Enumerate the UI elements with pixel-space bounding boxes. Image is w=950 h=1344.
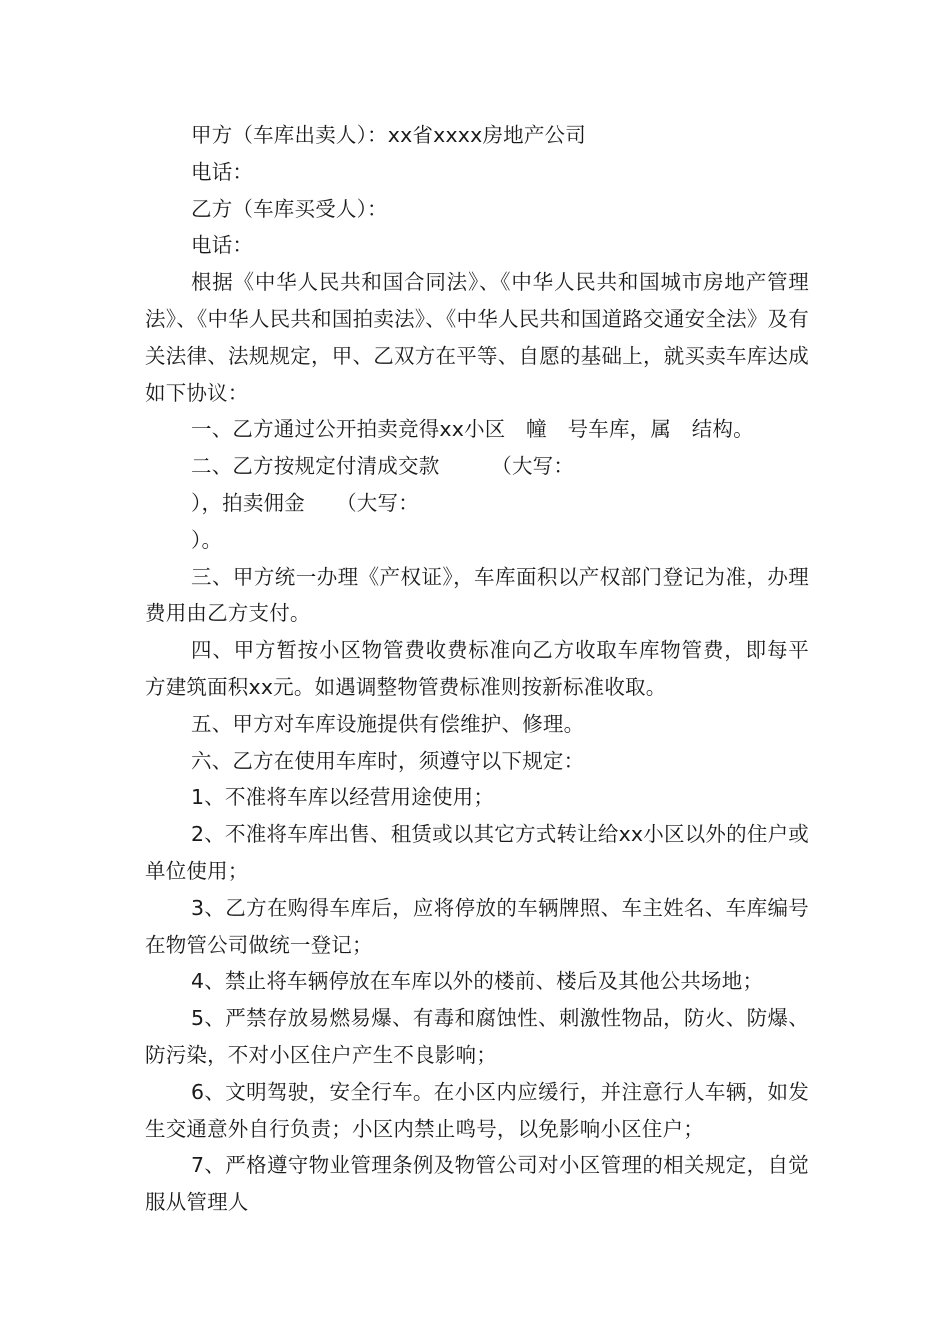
- clause-3: 三、甲方统一办理《产权证》，车库面积以产权部门登记为准，办理费用由乙方支付。: [145, 564, 809, 626]
- contract-body: [145, 117, 809, 1221]
- party-a-line: 甲方（车库出卖人）：xx省xxxx房地产公司: [191, 123, 586, 147]
- rule-6: 6、文明驾驶，安全行车。在小区内应缓行，并注意行人车辆，如发生交通意外自行负责；小区内禁止鸣号，以免影响小区住户；: [145, 1079, 809, 1141]
- party-a-phone: 电话：: [191, 159, 254, 184]
- rule-3: 3、乙方在购得车库后，应将停放的车辆牌照、车主姓名、车库编号在物管公司做统一登记；: [145, 895, 809, 957]
- rule-5: 5、严禁存放易燃易爆、有毒和腐蚀性、刺激性物品，防火、防爆、防污染，不对小区住户产生不良影响；: [145, 1006, 809, 1067]
- rule-2: 2、不准将车库出售、租赁或以其它方式转让给xx小区以外的住户或单位使用；: [145, 822, 809, 883]
- party-b-line: 乙方（车库买受人）：: [191, 196, 388, 221]
- rule-1: 1、不准将车库以经营用途使用；: [191, 785, 495, 810]
- clause-2-end: ）。: [191, 527, 223, 552]
- preamble-paragraph: 根据《中华人民共和国合同法》、《中华人民共和国城市房地产管理法》、《中华人民共和国拍卖法》、《中华人民共和国道路交通安全法》及有关法律、法规规定，甲、乙双方在平等、自愿的基础上，就买卖车库达成如下协议：: [145, 270, 809, 405]
- clause-6: 六、乙方在使用车库时，须遵守以下规定：: [191, 748, 585, 773]
- clause-1: 一、乙方通过公开拍卖竞得xx小区 幢 号车库，属 结构。: [191, 417, 754, 442]
- clause-4: 四、甲方暂按小区物管费收费标准向乙方收取车库物管费，即每平方建筑面积xx元。如遇调整物管费标准则按新标准收取。: [145, 638, 809, 699]
- rule-4: 4、禁止将车辆停放在车库以外的楼前、楼后及其他公共场地；: [191, 969, 764, 994]
- clause-2: 二、乙方按规定付清成交款 （大写：: [191, 454, 575, 479]
- party-b-phone: 电话：: [191, 233, 254, 258]
- clause-2-commission: ），拍卖佣金 （大写：: [191, 490, 419, 515]
- clause-5: 五、甲方对车库设施提供有偿维护、修理。: [191, 711, 585, 736]
- rule-7: 7、严格遵守物业管理条例及物管公司对小区管理的相关规定，自觉服从管理人: [145, 1153, 809, 1215]
